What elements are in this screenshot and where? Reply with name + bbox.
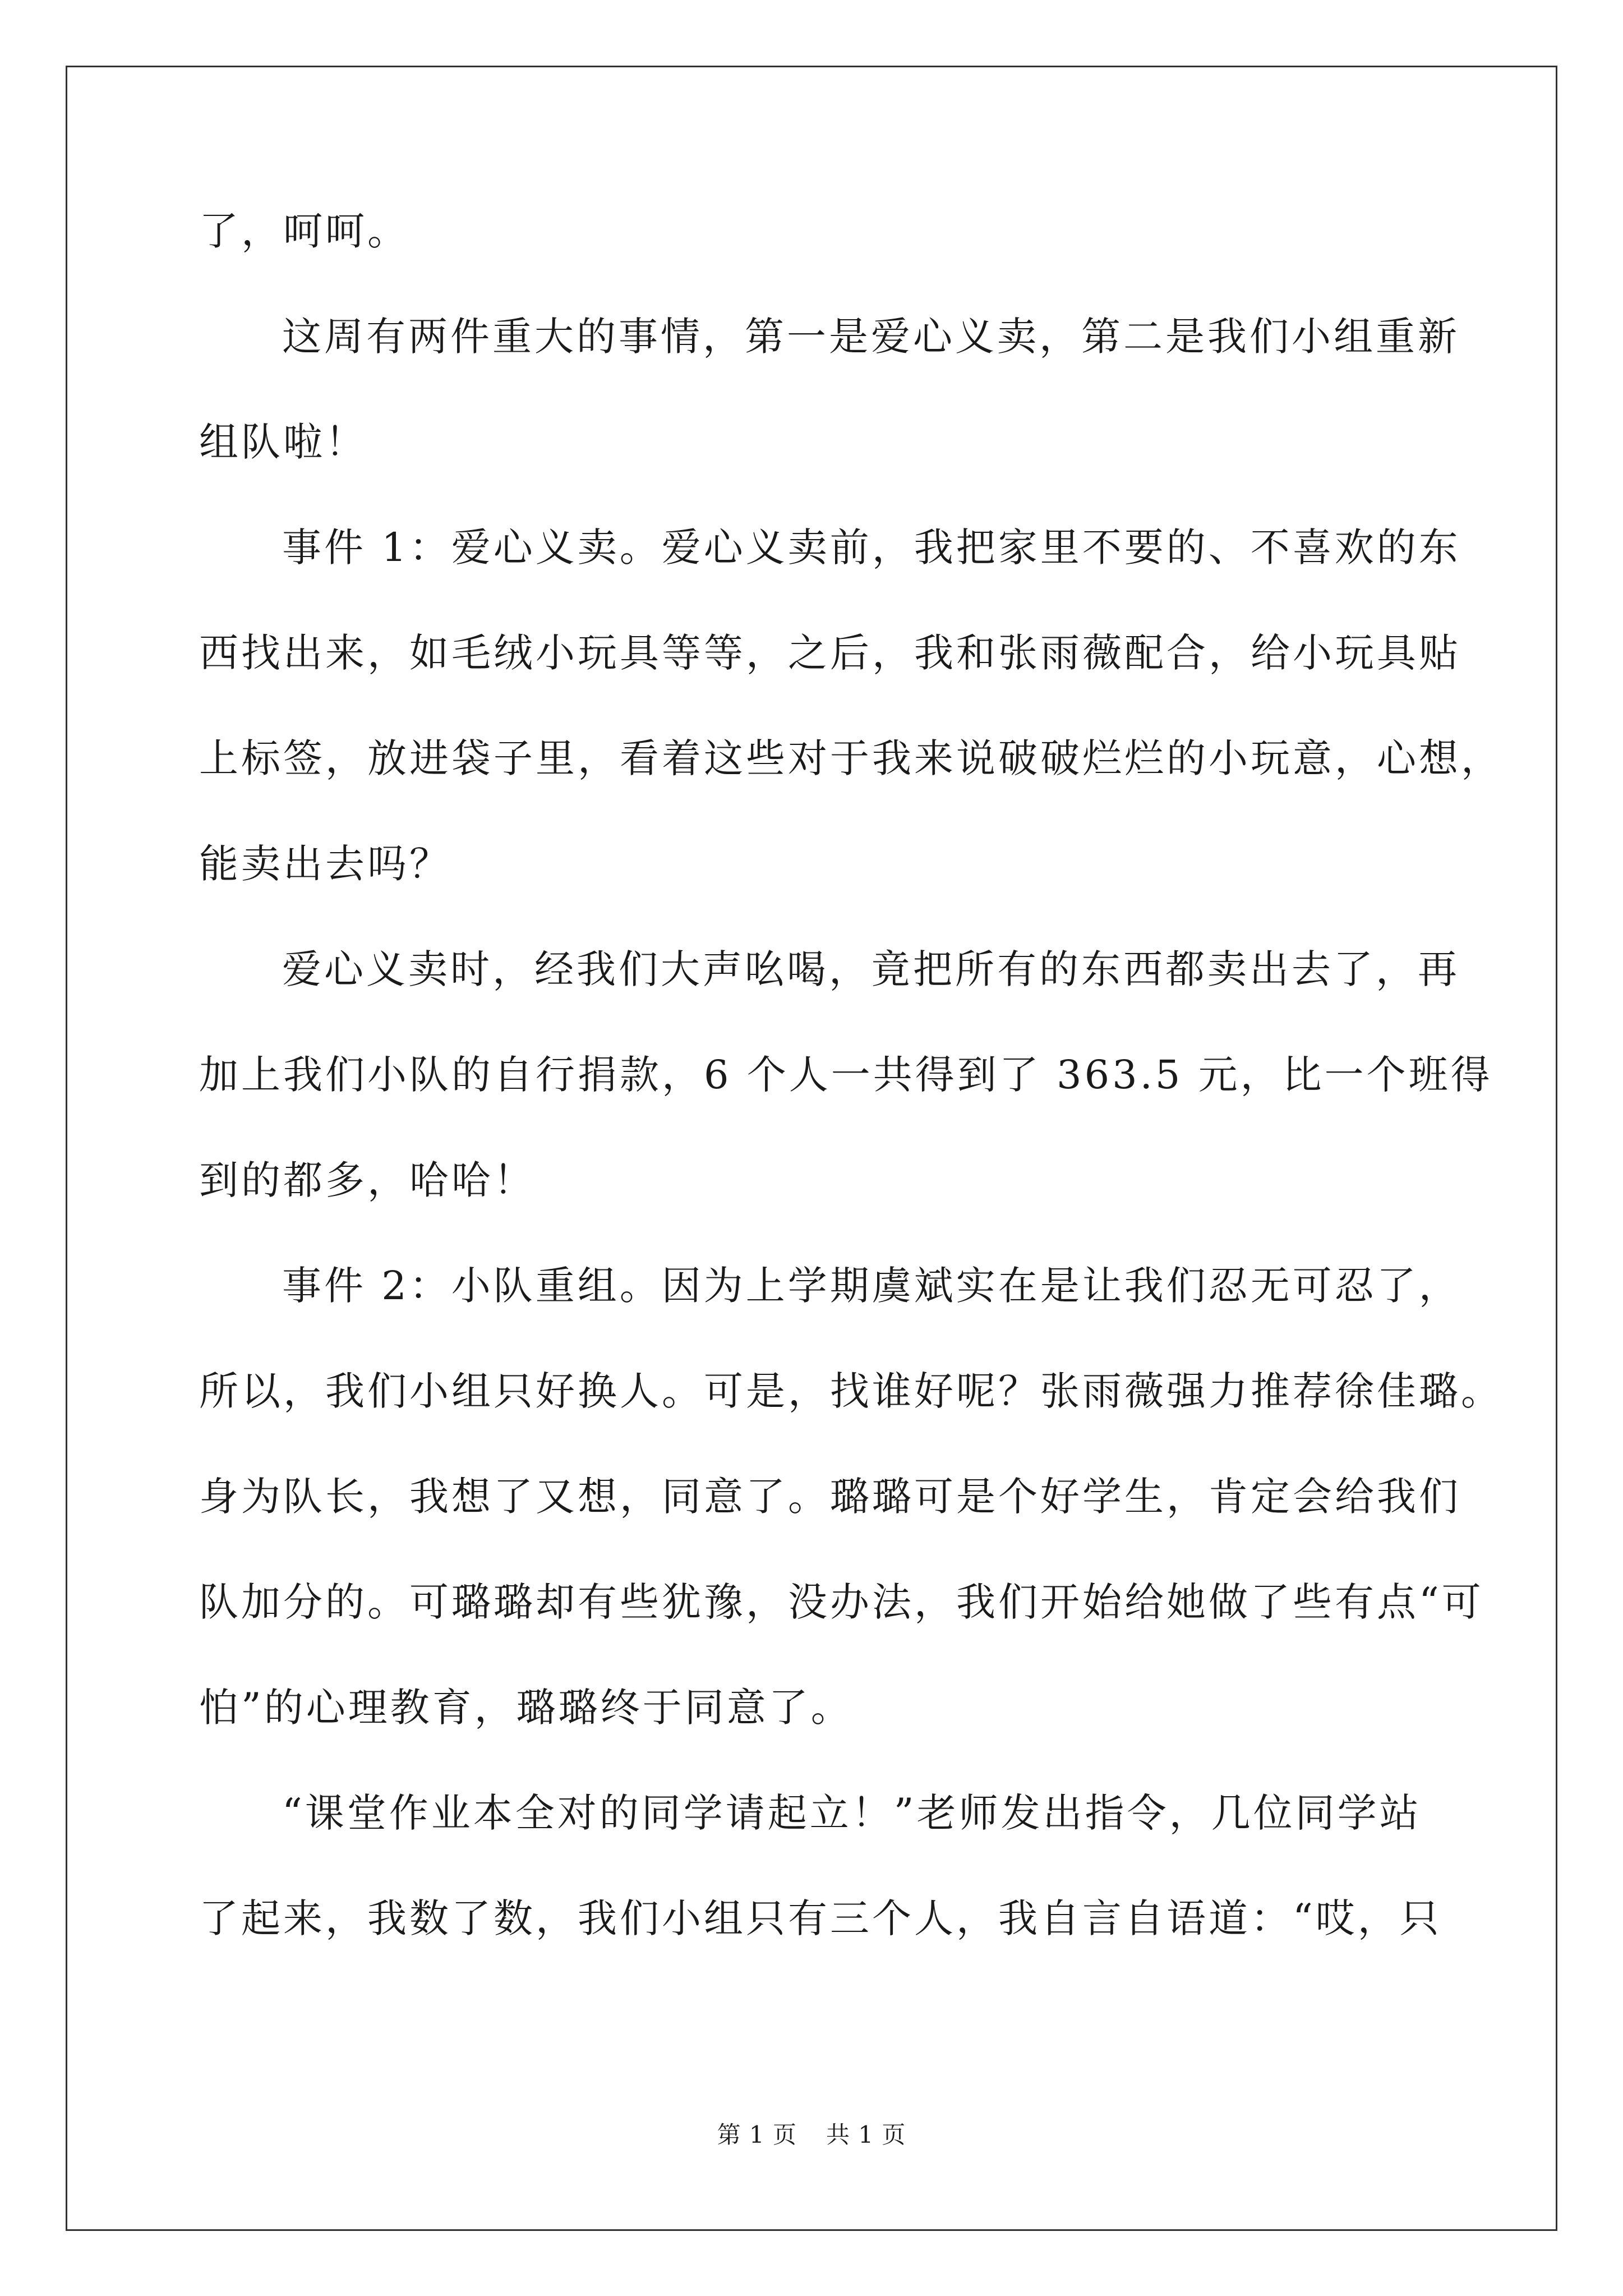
text-line: 身为队长，我想了又想，同意了。璐璐可是个好学生，肯定会给我们 [199,1474,1461,1520]
paragraph-line: 事件 1：爱心义卖。爱心义卖前，我把家里不要的、不喜欢的东 [282,524,1461,570]
paragraph-line: 爱心义卖时，经我们大声吆喝，竟把所有的东西都卖出去了，再 [282,946,1460,992]
text-line: 西找出来，如毛绒小玩具等等，之后，我和张雨薇配合，给小玩具贴 [199,630,1461,676]
text-line: 了起来，我数了数，我们小组只有三个人，我自言自语道：“哎，只 [199,1895,1442,1941]
paragraph-line: “课堂作业本全对的同学请起立！”老师发出指令，几位同学站 [282,1790,1422,1836]
text-line: 了，呵呵。 [199,208,409,254]
page-number: 第 1 页 [717,2121,797,2148]
text-line: 能卖出去吗？ [199,841,451,887]
paragraph-line: 这周有两件重大的事情，第一是爱心义卖，第二是我们小组重新 [282,314,1460,360]
text-line: 所以，我们小组只好换人。可是，找谁好呢？张雨薇强力推荐徐佳璐。 [199,1368,1503,1414]
page-footer [0,2118,1623,2152]
text-line: 上标签，放进袋子里，看着这些对于我来说破破烂烂的小玩意，心想， [199,735,1503,781]
text-line: 怕”的心理教育，璐璐终于同意了。 [199,1685,853,1731]
paragraph-line: 事件 2：小队重组。因为上学期虞斌实在是让我们忍无可忍了， [282,1263,1461,1309]
text-line: 队加分的。可璐璐却有些犹豫，没办法，我们开始给她做了些有点“可 [199,1579,1484,1625]
text-line: 到的都多，哈哈！ [199,1157,536,1203]
document-body [199,178,1503,1971]
text-line: 组队啦！ [199,419,367,465]
page-total: 共 1 页 [826,2121,906,2148]
text-line: 加上我们小队的自行捐款，6 个人一共得到了 363.5 元，比一个班得 [199,1052,1493,1098]
